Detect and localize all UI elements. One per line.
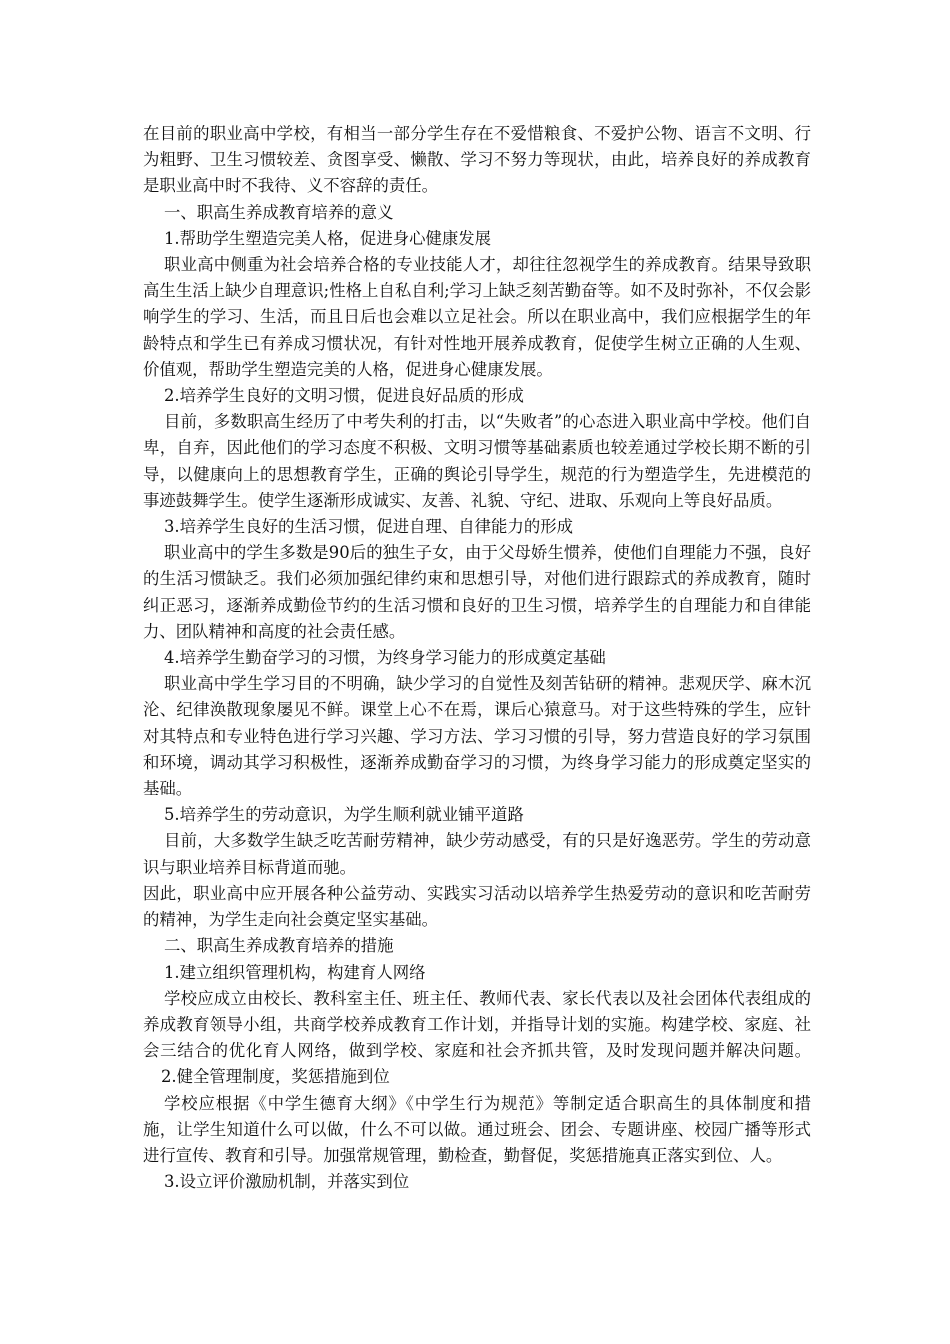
- body-paragraph-1-5b: 因此，职业高中应开展各种公益劳动、实践实习活动以培养学生热爱劳动的意识和吃苦耐劳的精神，为学生走向社会奠定坚实基础。: [143, 883, 811, 930]
- intro-paragraph: 在目前的职业高中学校，有相当一部分学生存在不爱惜粮食、不爱护公物、语言不文明、行为粗野、卫生习惯较差、贪图享受、懒散、学习不努力等现状，由此，培养良好的养成教育是职业高中时不我待、义不容辞的责任。: [143, 124, 811, 196]
- section-heading-1: 一、职高生养成教育培养的意义: [164, 202, 394, 222]
- body-paragraph-2-1-text: 学校应成立由校长、教科室主任、班主任、教师代表、家长代表以及社会团体代表组成的养成教育领导小组，共商学校养成教育工作计划，并指导计划的实施。构建学校、家庭、社会三结合的优化育人网络，做到学校、家庭和社会齐抓共管，及时发现问题并解决问题。: [143, 988, 811, 1061]
- section-heading-2: 二、职高生养成教育培养的措施: [164, 936, 394, 956]
- body-paragraph-1-1: 职业高中侧重为社会培养合格的专业技能人才，却往往忽视学生的养成教育。结果导致职高生生活上缺少自理意识;性格上自私自利;学习上缺乏刻苦勤奋等。如不及时弥补，不仅会影响学生的学习、生活，而且日后也会难以立足社会。所以在职业高中，我们应根据学生的年龄特点和学生已有养成习惯状况，有针对性地开展养成教育，促使学生树立正确的人生观、价值观，帮助学生塑造完美的人格，促进身心健康发展。: [143, 255, 811, 379]
- body-paragraph-1-4: 职业高中学生学习目的不明确，缺少学习的自觉性及刻苦钻研的精神。悲观厌学、麻木沉沦、纪律涣散现象屡见不鲜。课堂上心不在焉，课后心猿意马。对于这些特殊的学生，应针对其特点和专业特色进行学习兴趣、学习方法、学习习惯的引导，努力营造良好的学习氛围和环境，调动其学习积极性，逐渐养成勤奋学习的习惯，为终身学习能力的形成奠定坚实的基础。: [143, 674, 811, 799]
- document-page: [143, 121, 811, 1195]
- subsection-heading-1-1: 1.帮助学生塑造完美人格，促进身心健康发展: [164, 228, 492, 248]
- subsection-heading-1-3: 3.培养学生良好的生活习惯，促进自理、自律能力的形成: [164, 517, 574, 537]
- subsection-heading-1-4: 4.培养学生勤奋学习的习惯，为终身学习能力的形成奠定基础: [164, 648, 606, 668]
- body-paragraph-1-5: 目前，大多数学生缺乏吃苦耐劳精神，缺少劳动感受，有的只是好逸恶劳。学生的劳动意识与职业培养目标背道而驰。: [143, 831, 811, 877]
- body-paragraph-1-2: 目前，多数职高生经历了中考失利的打击，以“失败者”的心态进入职业高中学校。他们自卑，自弃，因此他们的学习态度不积极、文明习惯等基础素质也较差通过学校长期不断的引导，以健康向上的思想教育学生，正确的舆论引导学生，规范的行为塑造学生，先进模范的事迹鼓舞学生。使学生逐渐形成诚实、友善、礼貌、守纪、进取、乐观向上等良好品质。: [143, 412, 811, 510]
- subsection-heading-1-5: 5.培养学生的劳动意识，为学生顺利就业铺平道路: [164, 805, 524, 825]
- body-paragraph-2-1: [143, 986, 811, 1091]
- subsection-heading-2-1: 1.建立组织管理机构，构建育人网络: [164, 962, 426, 982]
- body-paragraph-2-2: 学校应根据《中学生德育大纲》《中学生行为规范》等制定适合职高生的具体制度和措施，让学生知道什么可以做，什么不可以做。通过班会、团会、专题讲座、校园广播等形式进行宣传、教育和引导。加强常规管理，勤检查，勤督促，奖惩措施真正落实到位、人。: [143, 1093, 811, 1165]
- body-paragraph-1-3: 职业高中的学生多数是90后的独生子女，由于父母娇生惯养，使他们自理能力不强，良好的生活习惯缺乏。我们必须加强纪律约束和思想引导，对他们进行跟踪式的养成教育，随时纠正恶习，逐渐养成勤俭节约的生活习惯和良好的卫生习惯，培养学生的自理能力和自律能力、团队精神和高度的社会责任感。: [143, 543, 811, 641]
- subsection-heading-2-3: 3.设立评价激励机制，并落实到位: [164, 1172, 410, 1192]
- subsection-heading-1-2: 2.培养学生良好的文明习惯，促进良好品质的形成: [164, 386, 524, 406]
- subsection-heading-2-2: 2.健全管理制度，奖惩措施到位: [161, 1067, 390, 1087]
